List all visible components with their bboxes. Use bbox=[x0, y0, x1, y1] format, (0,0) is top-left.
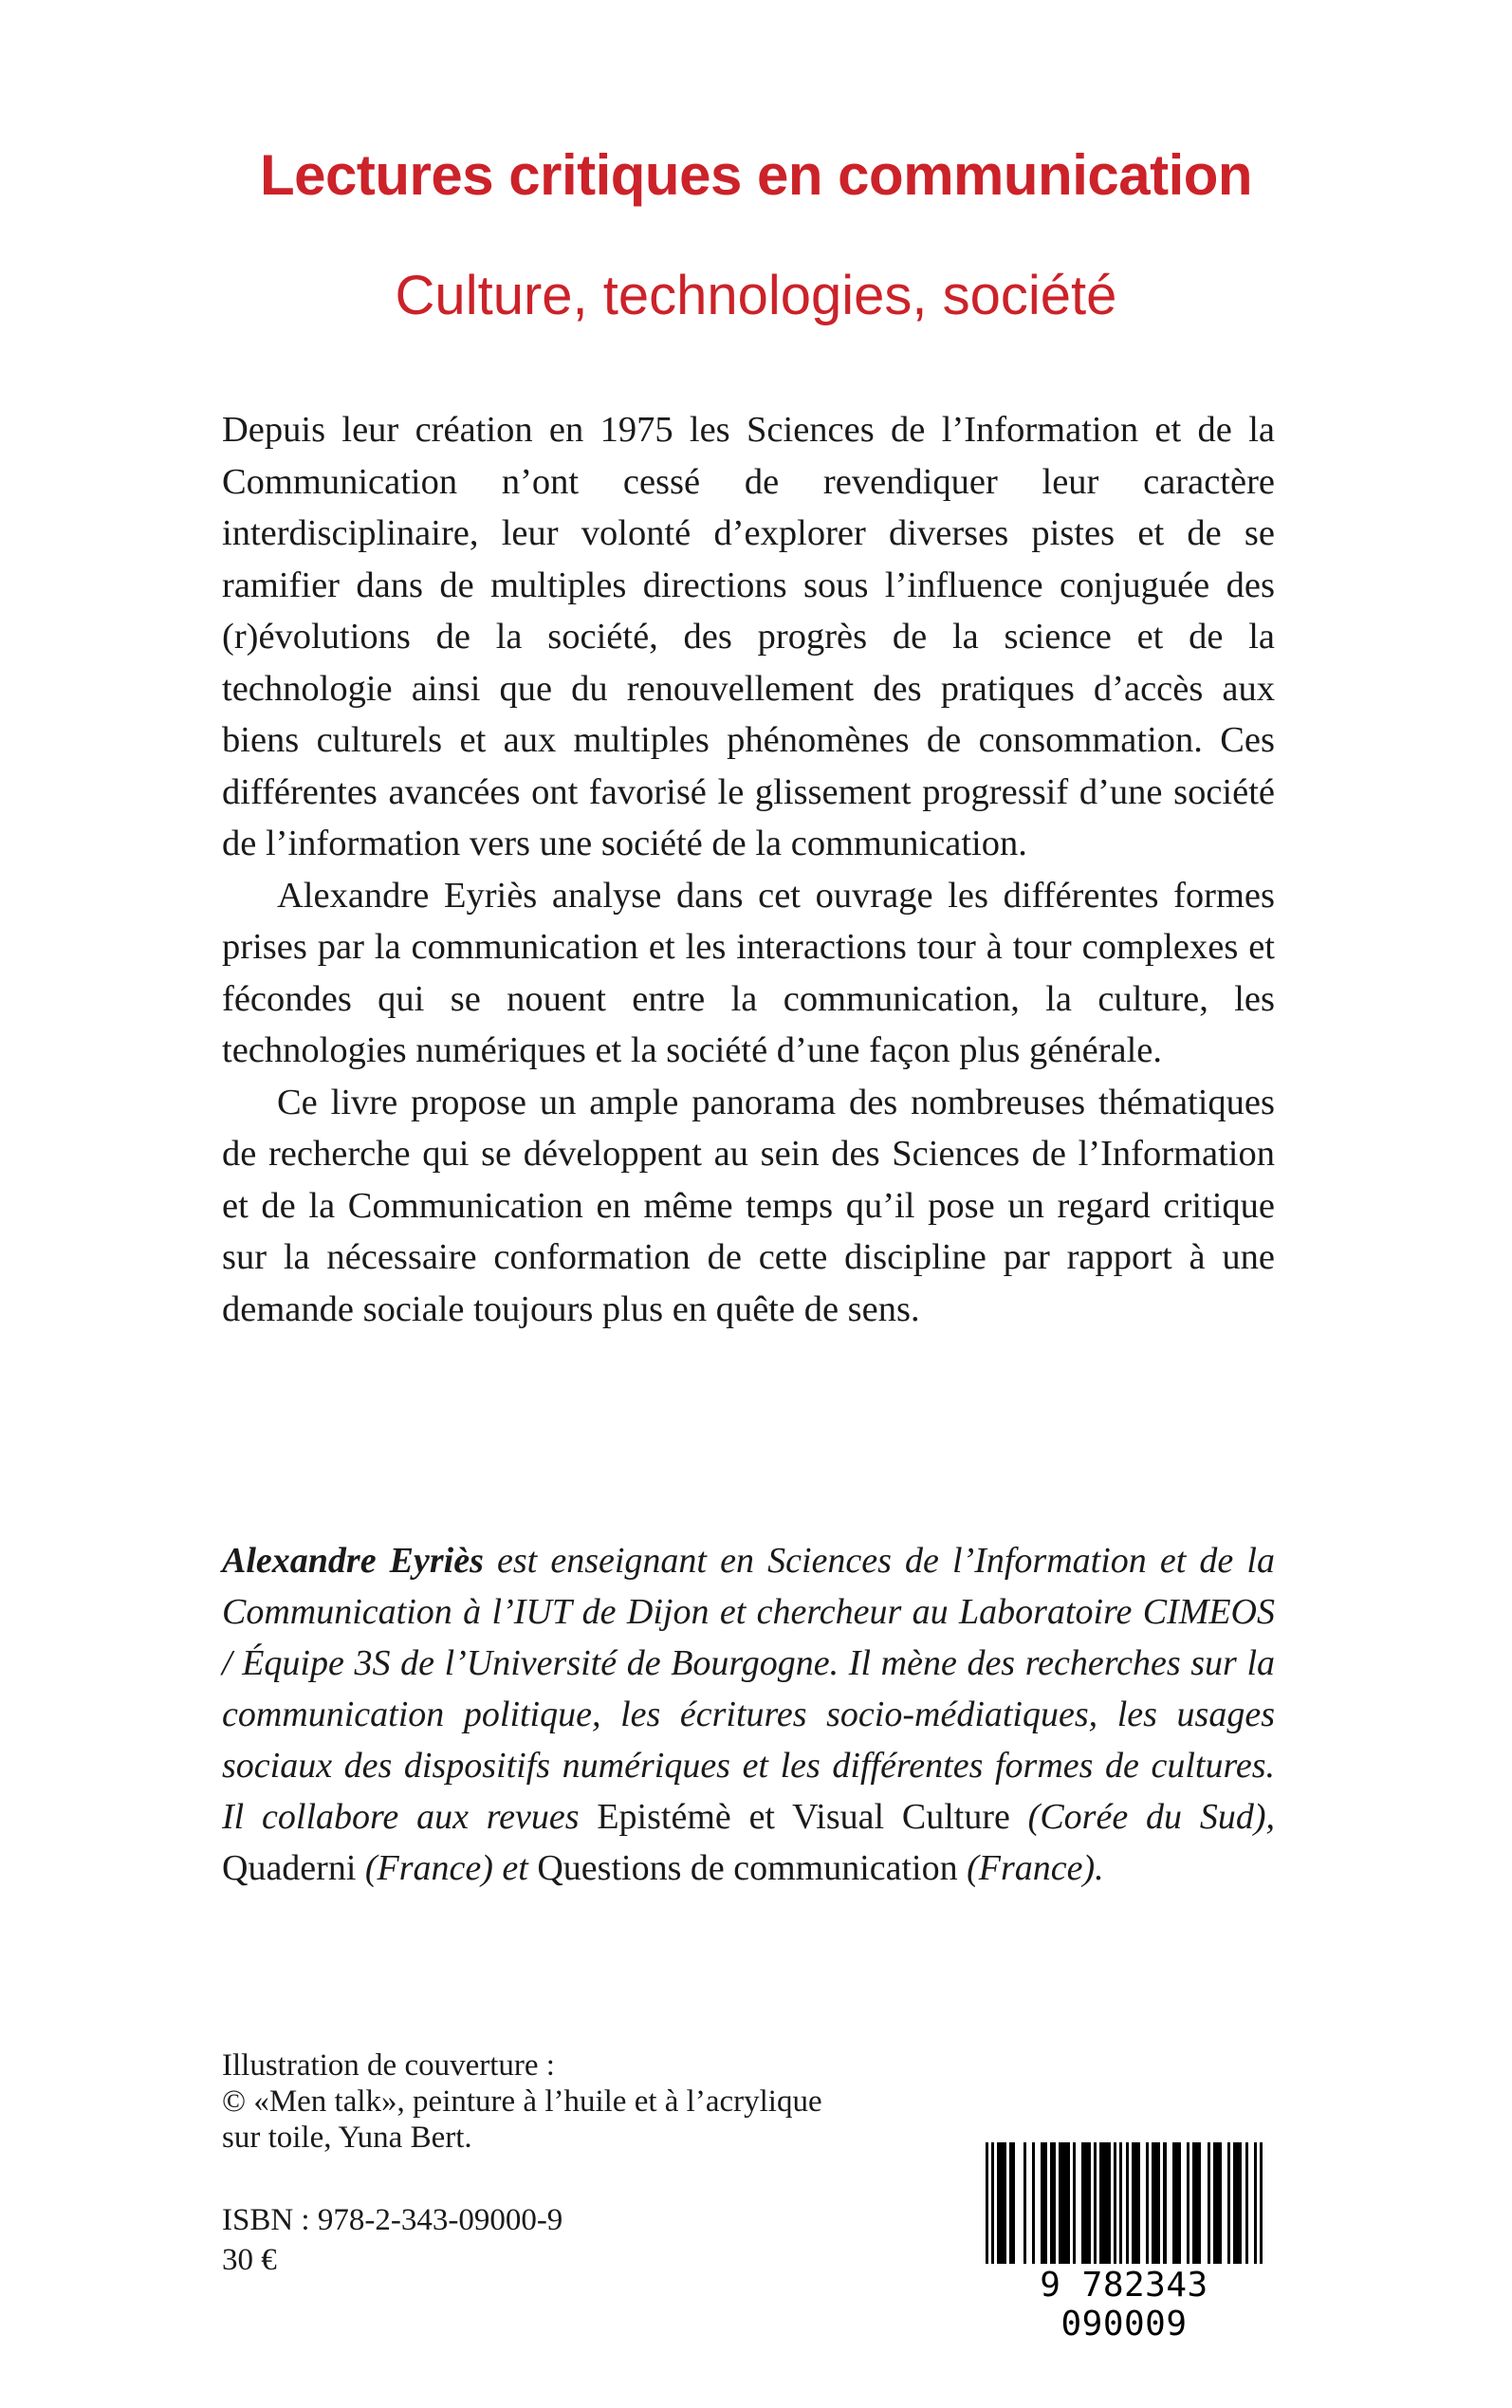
barcode-digits: 9 782343 090009 bbox=[1040, 2266, 1208, 2343]
journal-name: Quaderni bbox=[222, 1848, 365, 1888]
price: 30 € bbox=[222, 2243, 277, 2277]
barcode-bar bbox=[1081, 2142, 1090, 2264]
credit-line: sur toile, Yuna Bert. bbox=[222, 2121, 472, 2155]
barcode-bar bbox=[1254, 2142, 1257, 2264]
barcode-bar bbox=[1041, 2142, 1046, 2264]
barcode-bars-icon bbox=[986, 2142, 1263, 2264]
journal-name: Questions de communication bbox=[527, 1848, 968, 1888]
barcode-bar bbox=[1126, 2142, 1129, 2264]
book-title: Lectures critiques en communication bbox=[259, 143, 1253, 207]
barcode-bar bbox=[1094, 2142, 1097, 2264]
barcode bbox=[972, 2135, 1276, 2343]
barcode-bar bbox=[1163, 2142, 1166, 2264]
barcode-bar bbox=[1245, 2142, 1248, 2264]
barcode-bar bbox=[1119, 2142, 1122, 2264]
barcode-bar bbox=[1227, 2142, 1230, 2264]
author-bio bbox=[222, 1535, 1275, 1894]
barcode-bar bbox=[986, 2142, 988, 2264]
barcode-bar bbox=[1208, 2142, 1210, 2264]
barcode-bar bbox=[1099, 2142, 1111, 2264]
barcode-bar bbox=[1132, 2142, 1140, 2264]
barcode-bar bbox=[1073, 2142, 1076, 2264]
book-description bbox=[222, 404, 1275, 1335]
barcode-bar bbox=[1192, 2142, 1201, 2264]
barcode-bar bbox=[991, 2142, 994, 2264]
description-paragraph-3: Ce livre propose un ample panorama des nombreuses thématiques de recherche qui se développent au sein des Sciences de l’Information et de la Communication en même temps qu’il pose un regard critique sur la nécessaire conformation de cette discipline par rapport à une demande sociale toujours plus en quête de sens. bbox=[222, 1082, 1275, 1329]
barcode-bar bbox=[1187, 2142, 1189, 2264]
author-name: Alexandre Eyriès bbox=[222, 1541, 484, 1581]
barcode-bar bbox=[997, 2142, 1005, 2264]
barcode-bar bbox=[1059, 2142, 1070, 2264]
barcode-bar bbox=[1152, 2142, 1160, 2264]
journal-country: (France) et bbox=[364, 1848, 528, 1888]
bio-text: est enseignant en Sciences de l’Information et de la Communication à l’IUT de Dijon et chercheur au Laboratoire CIMEOS / Équipe 3S de l’Université de Bourgogne. Il mène des recherches sur la communication politique, les écritures socio-médiatiques, les usages sociaux des dispositifs numériques et les différentes formes de cultures. Il collabore aux revues bbox=[222, 1541, 1275, 1837]
journal-name: Epistémè et Visual Culture bbox=[579, 1797, 1028, 1837]
barcode-bar bbox=[1213, 2142, 1222, 2264]
description-paragraph-2: Alexandre Eyriès analyse dans cet ouvrage les différentes formes prises par la communication et les interactions tour à tour complexes et fécondes qui se nouent entre la communication, la culture, les technologies numériques et la société d’une façon plus générale. bbox=[222, 875, 1275, 1070]
description-paragraph-1: Depuis leur création en 1975 les Sciences de l’Information et de la Communication n’ont cessé de revendiquer leur caractère interdisciplinaire, leur volonté d’explorer diverses pistes et de se ramifier dans de multiples directions sous l’influence conjuguée des (r)évolutions de la société, des progrès de la science et de la technologie ainsi que du renouvellement des pratiques d’accès aux biens culturels et aux multiples phénomènes de consommation. Ces différentes avancées ont favorisé le glissement progressif d’une société de l’information vers une société de la communication. bbox=[222, 410, 1275, 863]
credit-line: © «Men talk», peinture à l’huile et à l’acrylique bbox=[222, 2084, 822, 2119]
barcode-bar bbox=[1009, 2142, 1015, 2264]
barcode-bar bbox=[1023, 2142, 1026, 2264]
journal-country: (France). bbox=[967, 1848, 1104, 1888]
isbn: ISBN : 978-2-343-09000-9 bbox=[222, 2203, 563, 2237]
barcode-bar bbox=[1172, 2142, 1181, 2264]
cover-illustration-credit bbox=[222, 2047, 822, 2156]
credit-line: Illustration de couverture : bbox=[222, 2048, 555, 2083]
barcode-bar bbox=[1032, 2142, 1035, 2264]
book-subtitle: Culture, technologies, société bbox=[395, 265, 1117, 326]
barcode-bar bbox=[1233, 2142, 1242, 2264]
barcode-bar bbox=[1260, 2142, 1263, 2264]
barcode-bar bbox=[1146, 2142, 1149, 2264]
journal-country: (Corée du Sud), bbox=[1027, 1797, 1275, 1837]
barcode-bar bbox=[1114, 2142, 1116, 2264]
barcode-bar bbox=[1050, 2142, 1056, 2264]
